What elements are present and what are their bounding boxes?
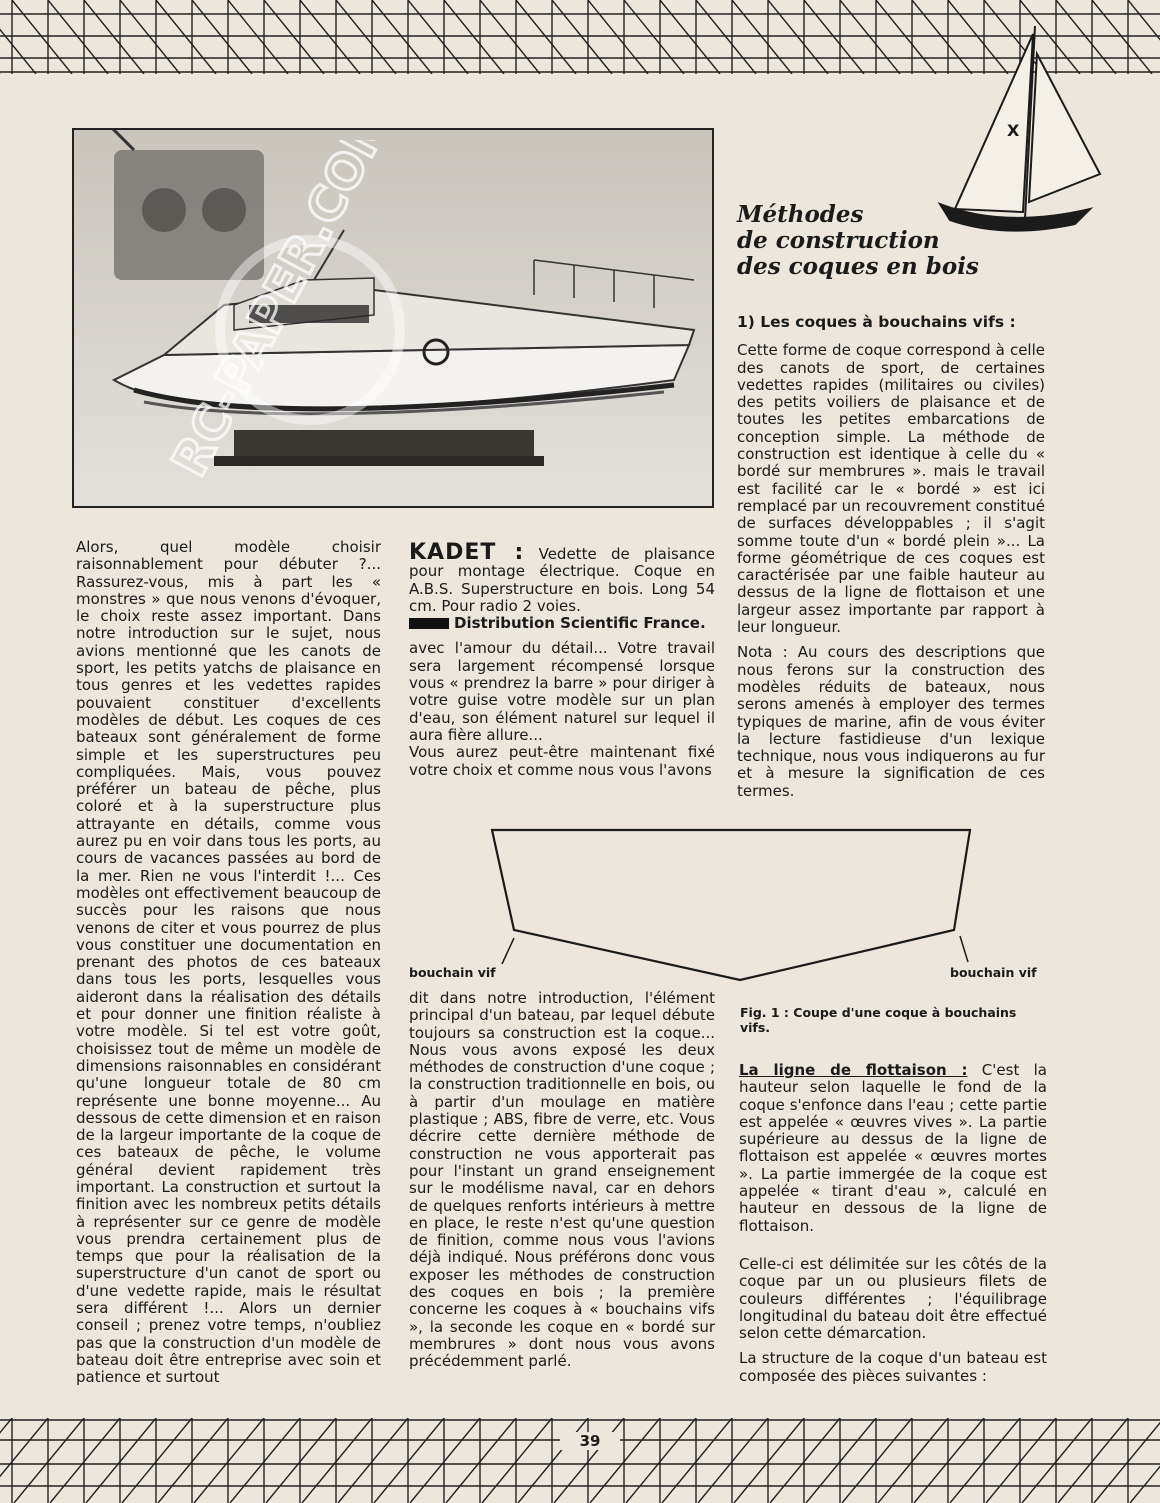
bottom-grid-border — [0, 1418, 1160, 1503]
middle-column-top — [409, 540, 715, 779]
kadet-description: Vedette de plaisance pour montage électrique. Coque en A.B.S. Superstructure en bois. Long 54 cm. Pour radio 2 voies. — [409, 545, 715, 615]
heading-line-1: Méthodes — [737, 201, 864, 228]
label-bouchain-right: bouchain vif — [950, 965, 1037, 980]
middle-paragraph-2: Vous aurez peut-être maintenant fixé votre choix et comme nous vous l'avons — [409, 743, 715, 779]
right-paragraph-1: Cette forme de coque correspond à celle des canots de sport, de certaines vedettes rapides (militaires ou civiles) des petits voiliers de plaisance et de toutes les petites embarcations de conception simple. La méthode de construction est identique à celle du « bordé sur membrures ». mais le travail est facilité car le « bordé » est ici remplacé par un recouvrement constitué de surfaces développables ; il s'agit somme toute d'un « bordé plein »... La forme géométrique de ces coques est caractérisée par une faible hauteur au dessus de la ligne de flottaison et une largeur assez importante par rapport à leur longueur. — [737, 341, 1045, 637]
right-column-bottom — [739, 1062, 1047, 1385]
kadet-caption — [409, 540, 715, 615]
flottaison-term: La ligne de flottaison : — [739, 1061, 968, 1079]
right-bottom-paragraph-1: Celle-ci est délimitée sur les côtés de la coque par un ou plusieurs filets de couleurs différentes ; l'équilibrage longitudinal du bateau doit être effectué selon cette démarcation. — [739, 1254, 1047, 1343]
left-column — [76, 539, 381, 1387]
sail-marking: X — [1007, 121, 1020, 140]
article-heading — [737, 202, 1037, 280]
middle-paragraph-1: avec l'amour du détail... Votre travail sera largement récompensé lorsque vous « prendrez la barre » pour diriger à votre guise votre modèle sur un plan d'eau, son élément naturel sur lequel il aura fière allure... — [409, 639, 715, 744]
right-paragraph-nota: Nota : Au cours des descriptions que nous ferons sur la construction des modèles réduits de bateaux, nous serons amenés à employer des termes typiques de marine, afin de vous éviter la lecture fastidieuse d'un lexique technique, nous vous indiquerons au fur et à mesure la signification de ces termes. — [737, 643, 1045, 800]
kadet-name: KADET : — [409, 540, 525, 565]
heading-line-3: des coques en bois — [737, 253, 979, 280]
right-column-top — [737, 314, 1045, 800]
left-paragraph: Alors, quel modèle choisir raisonnablement pour débuter ?... Rassurez-vous, mis à part les « monstres » que nous venons d'évoquer, le choix reste assez important. Dans notre introduction sur le sujet, nous avions mentionné que les canots de sport, les petits yatchs de plaisance en tous genres et les vedettes rapides pouvaient constituer d'excellents modèles de début. Les coques de ces bateaux sont généralement de forme simple et les superstructures peu compliquées. Mais, vous pouvez préférer un bateau de pêche, plus coloré et à la superstructure plus attrayante en détails, comme vous aurez pu en voir dans tous les ports, au cours de vacances passées au bord de la mer. Rien ne vous l'interdit !... Ces modèles ont effectivement beaucoup de succès pour les raisons que nous venons de citer et vous pourrez de plus vous constituer une documentation en prenant des photos de ces bateaux dans tous les ports, lesquelles vous aideront dans la réalisation des détails et pour donner une finition réaliste à votre modèle. Si tel est votre goût, choisissez tout de même un modèle de dimensions raisonnables en considérant qu'une longueur totale de 80 cm représente une bonne moyenne... Au dessous de cette dimension et en raison de la largeur importante de la coque de ces bateaux de pêche, le volume général devient rapidement très important. La construction et surtout la finition avec les nombreux petits détails à représenter sur ce genre de modèle vous prendra certainement plus de temps que pour la réalisation de la superstructure d'un canot de sport ou d'une vedette rapide, mais le résultat sera différent !... Alors un dernier conseil ; prenez votre temps, n'oubliez pas que la construction d'un modèle de bateau doit être entreprise avec soin et patience et surtout — [76, 538, 381, 1387]
middle-bottom-paragraph: dit dans notre introduction, l'élément principal d'un bateau, par lequel débute toujours sa construction est la coque... Nous vous avons exposé les deux méthodes de construction d'une coque ; la construction traditionnelle en bois, ou à partir d'un moulage en matière plastique ; ABS, fibre de verre, etc. Vous décrire cette dernière méthode de construction ne vous apporterait pas pour l'instant un grand enseignement sur le modélisme naval, car en dehors de quelques renforts intérieurs à mettre en place, le reste n'est qu'une question de finition, comme nous vous l'avions déjà indiqué. Nous préférons donc vous exposer les méthodes de construction des coques en bois ; la première concerne les coques à « bouchains vifs », la seconde les coque en « bordé sur membrures » dont nous vous avons précédemment parlé. — [409, 989, 715, 1371]
section-title: 1) Les coques à bouchains vifs : — [737, 313, 1016, 331]
flottaison-definition: C'est la hauteur selon laquelle le fond de la coque s'enfonce dans l'eau ; cette partie est appelée « œuvres vives ». La partie supérieure au dessus de la ligne de flottaison est appelée « œuvres mortes ». La partie immergée de la coque est appelée « tirant d'eau », calculé en hauteur en dessous de la ligne de flottaison. — [739, 1061, 1047, 1235]
watermark-logo — [140, 140, 520, 500]
flottaison-paragraph — [739, 1062, 1047, 1235]
heading-line-2: de construction — [737, 227, 940, 254]
kadet-distribution: Distribution Scientific France. — [409, 615, 715, 632]
hull-cross-section-figure — [488, 826, 974, 986]
middle-column-bottom — [409, 990, 715, 1371]
distribution-bar — [409, 618, 449, 629]
figure-caption: Fig. 1 : Coupe d'une coque à bouchains vifs. — [740, 1005, 1017, 1035]
right-bottom-paragraph-2: La structure de la coque d'un bateau est composée des pièces suivantes : — [739, 1349, 1047, 1385]
page-number: 39 — [560, 1432, 620, 1450]
label-bouchain-left: bouchain vif — [409, 965, 496, 980]
watermark-text: RC-PAPER.COM — [161, 140, 403, 486]
